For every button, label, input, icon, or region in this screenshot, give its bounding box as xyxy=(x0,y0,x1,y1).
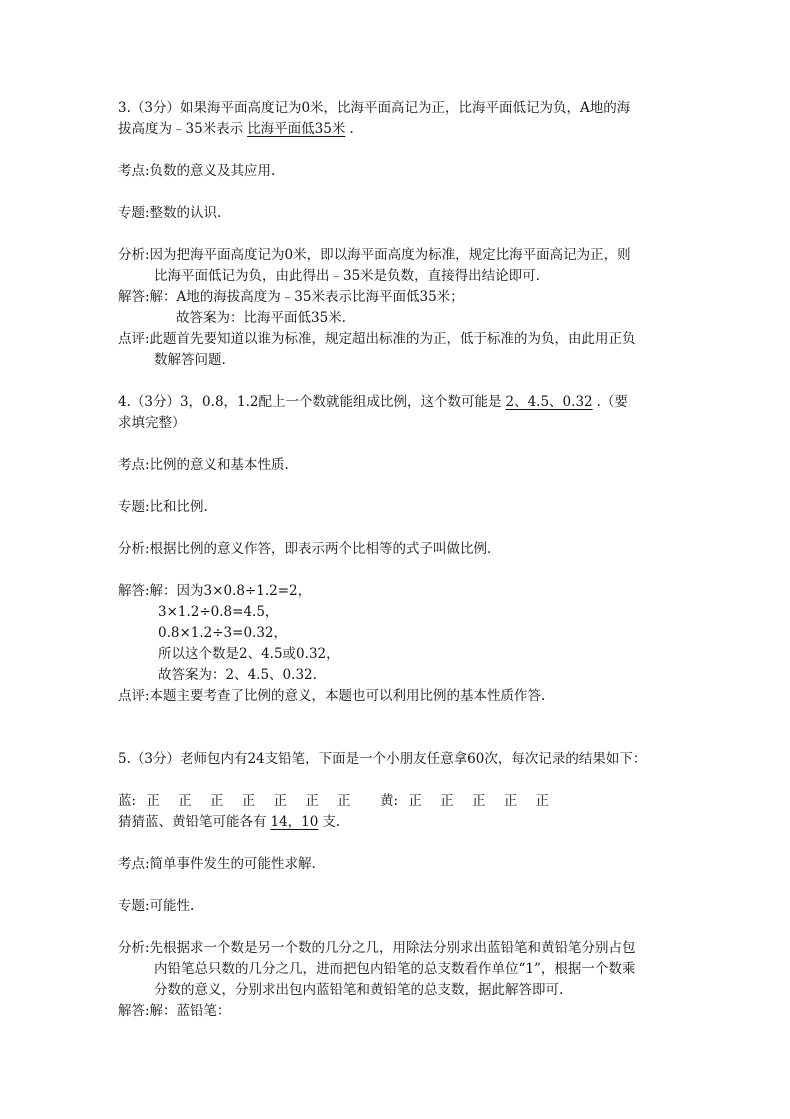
tally-mark: 正 xyxy=(337,793,351,809)
tally-mark: 正 xyxy=(440,793,454,809)
q4-stem-line1 xyxy=(118,392,628,412)
tally-mark: 正 xyxy=(305,793,319,809)
tally-mark: 正 xyxy=(408,793,422,809)
q5-fenxi-line1: 分析:先根据求一个数是另一个数的几分之几，用除法分别求出蓝铅笔和黄铅笔分别占包 xyxy=(118,940,636,956)
q5-blue-label: 蓝: xyxy=(118,793,137,809)
q3-dianping-line2: 数解答问题. xyxy=(154,352,226,368)
q5-jieda-line1: 解答:解：蓝铅笔： xyxy=(118,1003,231,1019)
q3-fenxi-line1: 分析:因为把海平面高度记为0米，即以海平面高度为标准，规定比海平面高记为正，则 xyxy=(118,247,631,263)
q3-jieda-line2: 故答案为：比海平面低35米. xyxy=(176,310,346,326)
q4-stem-line2: 求填完整） xyxy=(118,415,186,431)
tally-mark: 正 xyxy=(471,793,486,809)
tally-mark: 正 xyxy=(535,793,550,809)
q4-jieda-line2: 3×1.2÷0.8=4.5， xyxy=(158,604,279,620)
q4-fenxi: 分析:根据比例的意义作答，即表示两个比相等的式子叫做比例. xyxy=(118,541,492,557)
q4-kaodian: 考点:比例的意义和基本性质. xyxy=(118,457,289,473)
q3-fenxi-line2: 比海平面低记为负，由此得出﹣35米是负数，直接得出结论即可. xyxy=(154,268,540,284)
q4-answer-blank: 2、4.5、0.32 xyxy=(505,394,593,410)
q5-fenxi-line2: 内铅笔总只数的几分之几，进而把包内铅笔的总支数看作单位“1”，根据一个数乘 xyxy=(154,961,636,977)
q4-dianping: 点评:本题主要考查了比例的意义，本题也可以利用比例的基本性质作答. xyxy=(118,688,546,704)
q4-jieda-line1: 解答:解：因为3×0.8÷1.2=2， xyxy=(118,583,312,599)
q3-zhuanti: 专题:整数的认识. xyxy=(118,205,222,221)
q3-dianping-line1: 点评:此题首先要知道以谁为标准，规定超出标准的为正，低于标准的为负，由此用正负 xyxy=(118,331,636,347)
q5-fenxi-line3: 分数的意义，分别求出包内蓝铅笔和黄铅笔的总支数，据此解答即可. xyxy=(154,982,564,998)
tally-mark: 正 xyxy=(241,793,256,809)
tally-mark: 正 xyxy=(503,793,518,809)
q5-answer-blank: 14，10 xyxy=(270,814,319,830)
q5-stem-text: 猜猜蓝、黄铅笔可能各有 xyxy=(118,814,267,830)
q4-zhuanti: 专题:比和比例. xyxy=(118,499,208,515)
q5-yellow-tally xyxy=(380,791,563,811)
q5-zhuanti: 专题:可能性. xyxy=(118,898,195,914)
q3-stem-text: 拔高度为﹣35米表示 xyxy=(118,121,244,137)
q5-stem-end: 支. xyxy=(322,814,341,830)
tally-mark: 正 xyxy=(273,793,288,809)
q5-blue-tally xyxy=(118,791,365,811)
q3-stem-line1: 3.（3分）如果海平面高度记为0米，比海平面高记为正，比海平面低记为负，A地的海 xyxy=(118,100,631,116)
q4-stem-text: 4.（3分）3，0.8，1.2配上一个数就能组成比例，这个数可能是 xyxy=(118,394,502,410)
q4-jieda-line3: 0.8×1.2÷3=0.32， xyxy=(158,625,288,641)
q3-stem-end: . xyxy=(349,121,354,137)
q4-stem-end: .（要 xyxy=(596,394,628,410)
q5-kaodian: 考点:简单事件发生的可能性求解. xyxy=(118,856,316,872)
q3-jieda-line1: 解答:解：A地的海拔高度为﹣35米表示比海平面低35米； xyxy=(118,289,464,305)
q4-jieda-line4: 所以这个数是2、4.5或0.32， xyxy=(158,646,340,662)
tally-mark: 正 xyxy=(178,793,192,809)
q5-yellow-label: 黄: xyxy=(380,793,399,809)
q5-stem-line3 xyxy=(118,812,340,832)
tally-mark: 正 xyxy=(146,793,160,809)
q4-jieda-line5: 故答案为：2、4.5、0.32. xyxy=(158,667,317,683)
tally-mark: 正 xyxy=(209,793,224,809)
q3-answer-blank: 比海平面低35米 xyxy=(247,121,346,137)
q5-stem-line1: 5.（3分）老师包内有24支铅笔，下面是一个小朋友任意拿60次，每次记录的结果如下： xyxy=(118,751,647,767)
q3-kaodian: 考点:负数的意义及其应用. xyxy=(118,163,276,179)
q3-stem-line2 xyxy=(118,119,354,139)
